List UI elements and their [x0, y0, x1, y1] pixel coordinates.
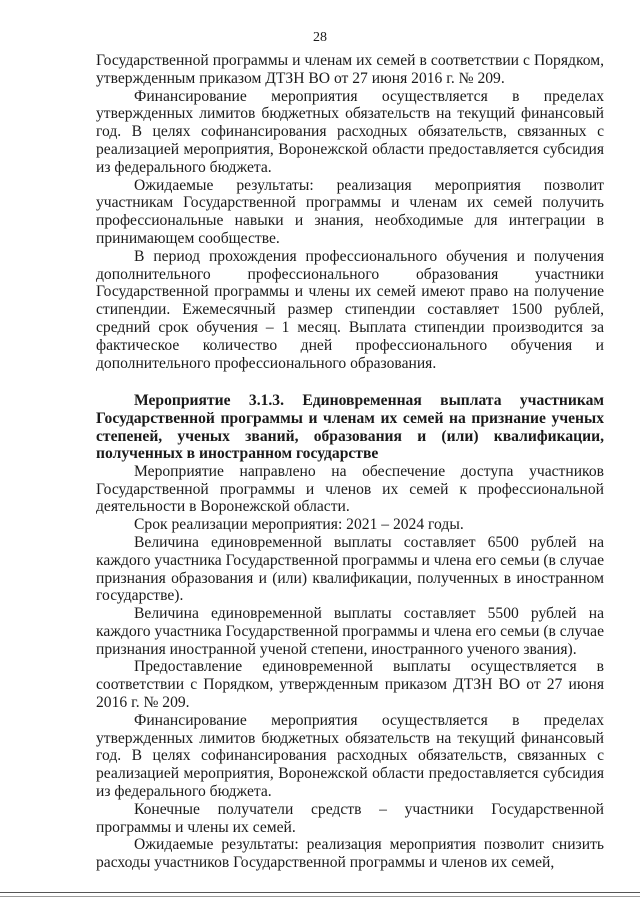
paragraph-payment-6500: Величина единовременной выплаты составляет 6500 рублей на каждого участника Государственной программы и члена его семьи (в случае признания образования и (или) квалификации, полученных в иностранном государстве). — [96, 533, 604, 605]
page-number: 28 — [313, 30, 327, 45]
footer-divider-secondary — [0, 896, 640, 897]
paragraph-continuation: Государственной программы и членам их семей в соответствии с Порядком, утвержденным приказом ДТЗН ВО от 27 июня 2016 г. № 209. — [96, 52, 604, 87]
paragraph-purpose: Мероприятие направлено на обеспечение доступа участников Государственной программы и членов их семей к профессиональной деятельности в Воронежской области. — [96, 462, 604, 516]
footer-divider — [0, 892, 640, 893]
section-heading-3-1-3: Мероприятие 3.1.3. Единовременная выплата участникам Государственной программы и членам их семей на признание ученых степеней, ученых званий, образования и (или) квалификации, полученных в иностранном государстве — [96, 392, 604, 463]
paragraph-term: Срок реализации мероприятия: 2021 – 2024 годы. — [134, 516, 464, 534]
paragraph-recipients: Конечные получатели средств – участники Государственной программы и члены их семей. — [96, 800, 604, 836]
paragraph-financing-1: Финансирование мероприятия осуществляется в пределах утвержденных лимитов бюджетных обязательств на текущий финансовый год. В целях софинансирования расходных обязательств, связанных с реализацией мероприятия, Воронежской области предоставляется субсидия из федерального бюджета. — [96, 87, 604, 176]
paragraph-financing-2: Финансирование мероприятия осуществляется в пределах утвержденных лимитов бюджетных обязательств на текущий финансовый год. В целях софинансирования расходных обязательств, связанных с реализацией мероприятия, Воронежской области предоставляется субсидия из федерального бюджета. — [96, 711, 604, 801]
paragraph-expected-results-1: Ожидаемые результаты: реализация мероприятия позволит участникам Государственной программы и членам их семей получить профессиональные навыки и знания, необходимые для интеграции в принимающем сообществе. — [96, 176, 604, 247]
paragraph-procedure: Предоставление единовременной выплаты осуществляется в соответствии с Порядком, утвержденным приказом ДТЗН ВО от 27 июня 2016 г. № 209. — [96, 658, 604, 712]
paragraph-stipend: В период прохождения профессионального обучения и получения дополнительного профессионального образования участники Государственной программы и члены их семей имеют право на получение стипендии. Ежемесячный размер стипендии составляет 1500 рублей, средний срок обучения – 1 месяц. Выплата стипендии производится за фактическое количество дней профессионального обучения и дополнительного профессионального образования. — [96, 247, 604, 372]
document-body — [96, 52, 604, 872]
paragraph-expected-results-2: Ожидаемые результаты: реализация мероприятия позволит снизить расходы участников Государственной программы и членов их семей, — [96, 836, 604, 872]
paragraph-payment-5500: Величина единовременной выплаты составляет 5500 рублей на каждого участника Государственной программы и члена его семьи (в случае признания иностранной ученой степени, иностранного ученого звания). — [96, 605, 604, 658]
